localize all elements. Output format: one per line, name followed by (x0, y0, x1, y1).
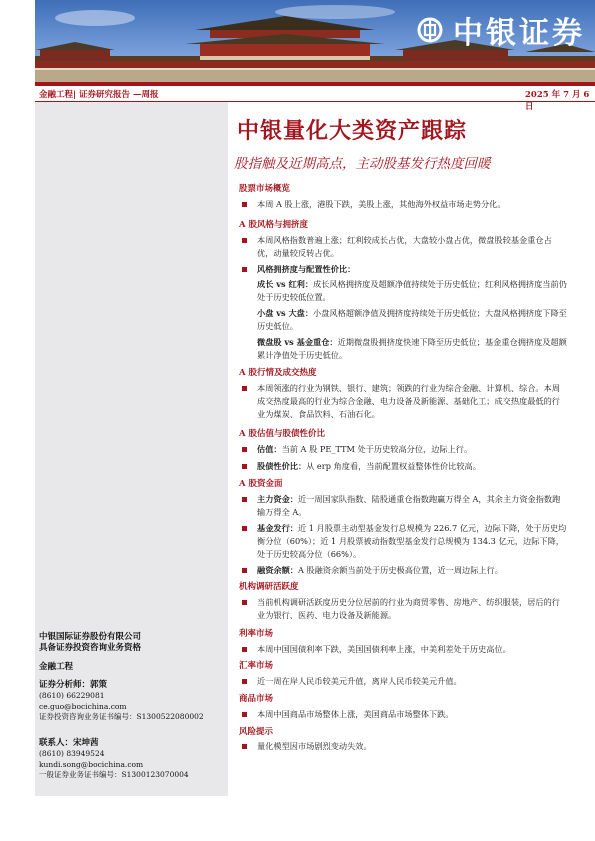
list-item: 本周中国商品市场整体上涨，美国商品市场整体下跌。 (242, 708, 568, 721)
analyst-cert: 证券投资咨询业务证书编号：S1300522080002 (39, 712, 204, 721)
list-item: 股债性价比：从 erp 角度看，当前配置权益整体性价比较高。 (242, 460, 568, 473)
contact-cert: 一般证券业务证书编号：S1300123070004 (39, 770, 189, 779)
bullet-icon (242, 238, 247, 243)
bullet-icon (242, 386, 247, 391)
list-item: 近一周在岸人民币较美元升值，离岸人民币较美元升值。 (242, 675, 568, 688)
list-item: 量化模型因市场剧烈变动失效。 (242, 740, 568, 753)
sidebar (35, 102, 228, 796)
category: 金融工程 (39, 662, 74, 672)
list-item: 融资余额：A 股融资余额当前处于历史极高位置，近一周边际上行。 (242, 564, 568, 577)
contact-info (39, 738, 189, 781)
brand-name: 中银证券 (453, 16, 585, 51)
header-banner (35, 0, 595, 82)
section-heading-research: 机构调研活跃度 (239, 582, 299, 592)
breadcrumb: 金融工程| 证券研究报告 —周报 (39, 90, 159, 100)
bullet-icon (242, 447, 247, 452)
brand (417, 10, 585, 50)
contact-phone: (8610) 83949524 (39, 749, 105, 758)
sub-item: 成长 vs 红利：成长风格拥挤度及超额净值持续处于历史低位；红利风格拥挤度当前仍处于历史较低位置。 (257, 279, 567, 302)
bullet-icon (242, 744, 247, 749)
page-subtitle: 股指触及近期高点，主动股基发行热度回暖 (234, 156, 491, 172)
section-heading-commodities: 商品市场 (239, 694, 274, 704)
bank-of-china-logo-icon (417, 17, 443, 43)
list-item: 估值：当前 A 股 PE_TTM 处于历史较高分位，边际上行。 (242, 443, 568, 456)
company-line2: 具备证券投资咨询业务资格 (39, 643, 142, 653)
list-item: 主力资金：近一周国家队指数、陆股通重仓指数跑赢万得全 A，其余主力资金指数跑输万得全 A。 (242, 493, 568, 519)
bullet-icon (242, 202, 247, 207)
sub-header (35, 86, 595, 112)
bullet-icon (242, 679, 247, 684)
section-heading-rates: 利率市场 (239, 629, 274, 639)
bullet-icon (242, 526, 247, 531)
section-heading-valuation: A 股估值与股债性价比 (239, 429, 326, 439)
report-date: 2025 年 7 月 6 日 (525, 90, 590, 112)
bullet-icon (242, 568, 247, 573)
contact-email: kundi.song@bocichina.com (39, 759, 144, 769)
sub-item: 小盘 vs 大盘：小盘风格超额净值及拥挤度持续处于历史低位；大盘风格拥挤度下降至历史低位。 (257, 308, 567, 331)
bullet-icon (242, 712, 247, 717)
analyst-info (39, 680, 204, 723)
list-item: 本周风格指数普遍上涨；红利较成长占优，大盘较小盘占优，微盘股较基金重仓占优，动量较反转占优。 (242, 234, 568, 260)
section-heading-market-heat: A 股行情及成交热度 (239, 368, 317, 378)
list-item: 本周 A 股上涨，港股下跌，美股上涨，其他海外权益市场走势分化。 (242, 198, 568, 211)
sub-item: 微盘股 vs 基金重仓：近期微盘股拥挤度快速下降至历史低位；基金重仓拥挤度及超额累计净值处于历史低位。 (257, 337, 567, 360)
contact-label: 联系人：宋坤茜 (39, 738, 99, 748)
section-heading-fx: 汇率市场 (239, 661, 274, 671)
section-heading-funds: A 股资金面 (239, 479, 283, 489)
bullet-icon (242, 464, 247, 469)
company-info (39, 632, 141, 654)
list-item: 风格拥挤度与配置性价比： (242, 263, 568, 276)
bullet-icon (242, 600, 247, 605)
list-item: 基金发行：近 1 月股票主动型基金发行总规模为 226.7 亿元，边际下降，处于历史均衡分位（60%）；近 1 月股票被动指数型基金发行总规模为 134.3 亿元，边际下降，处于历史较高分位（66%）。 (242, 522, 568, 561)
section-heading-style-crowding: A 股风格与拥挤度 (239, 220, 309, 230)
section-heading-stock-overview: 股票市场概览 (239, 184, 291, 194)
company-line1: 中银国际证券股份有限公司 (39, 632, 142, 642)
bullet-icon (242, 497, 247, 502)
list-item: 本周领涨的行业为钢铁、银行、建筑；领跌的行业为综合金融、计算机、综合。本周成交热度最高的行业为综合金融、电力设备及新能源、基础化工；成交热度最低的行业为煤炭、食品饮料、石油石化。 (242, 382, 568, 421)
list-item: 本周中国国债利率下跌，美国国债利率上涨，中美利差处于历史高位。 (242, 643, 568, 656)
section-heading-risk: 风险提示 (239, 727, 274, 737)
bullet-icon (242, 647, 247, 652)
analyst-email: ce.guo@bocichina.com (39, 701, 127, 711)
page-title: 中银量化大类资产跟踪 (237, 118, 468, 144)
analyst-label: 证券分析师：郭策 (39, 680, 108, 690)
analyst-phone: (8610) 66229081 (39, 691, 105, 700)
list-item: 当前机构调研活跃度历史分位居前的行业为商贸零售、房地产、纺织服装，居后的行业为银行、医药、电力设备及新能源。 (242, 596, 568, 622)
bullet-icon (242, 267, 247, 272)
